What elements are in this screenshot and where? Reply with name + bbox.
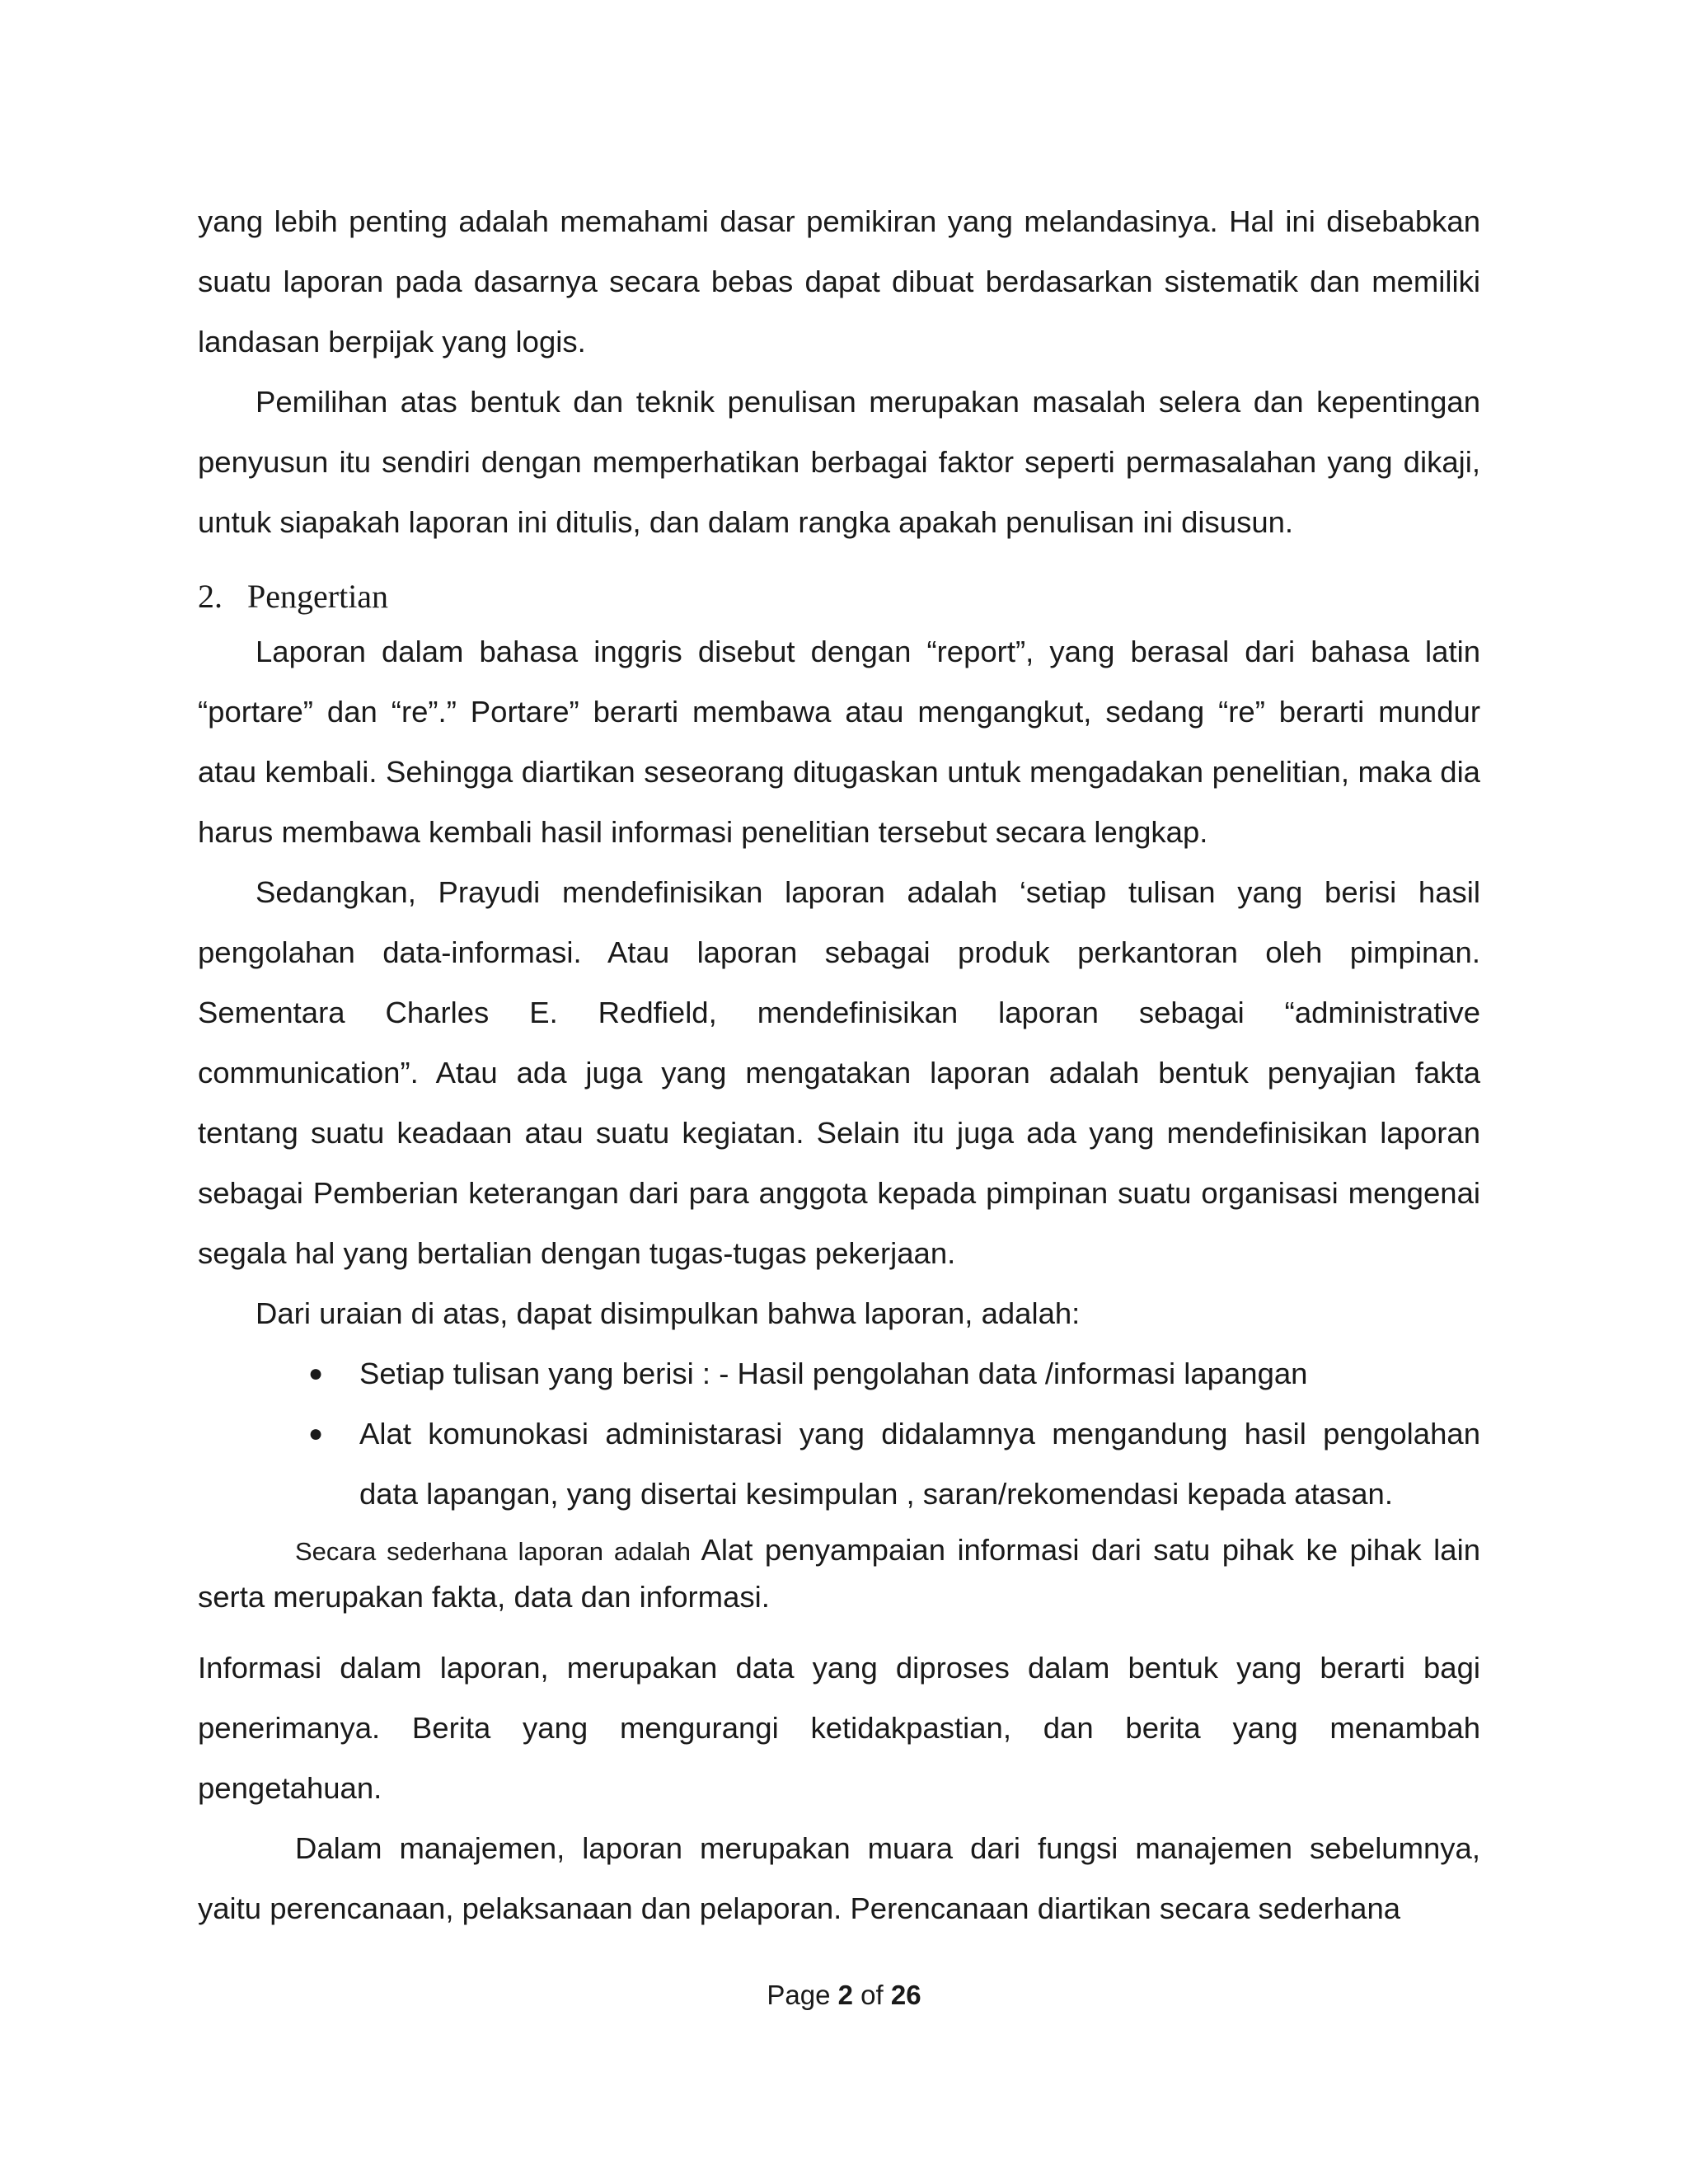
paragraph-small-lead: Secara sederhana laporan adalah: [295, 1537, 692, 1566]
paragraph-rest: Alat penyampaian informasi dari satu pihak ke pihak lain serta merupakan fakta, data dan informasi.: [198, 1533, 1480, 1614]
bullet-icon: ●: [308, 1420, 324, 1447]
paragraph-intro-continued: yang lebih penting adalah memahami dasar pemikiran yang melandasinya. Hal ini disebabkan suatu laporan pada dasarnya secara bebas dapat dibuat berdasarkan sistematik dan memiliki landasan berpijak yang logis.: [198, 204, 1480, 359]
paragraph-secara-sederhana: [198, 1527, 1480, 1619]
section-title: Pengertian: [247, 578, 389, 615]
paragraph-manajemen: Dalam manajemen, laporan merupakan muara dari fungsi manajemen sebelumnya, yaitu perencanaan, pelaksanaan dan pelaporan. Perencanaan diartikan secara sederhana: [198, 1831, 1480, 1925]
list-item-text: Alat komunokasi administarasi yang didalamnya mengandung hasil pengolahan data lapangan, yang disertai kesimpulan , saran/rekomendasi kepada atasan.: [359, 1417, 1480, 1511]
footer-total-pages: 26: [890, 1980, 921, 2010]
list-item: [308, 1404, 1480, 1524]
paragraph-laporan-definition: Laporan dalam bahasa inggris disebut dengan “report”, yang berasal dari bahasa latin “portare” dan “re”.” Portare” berarti membawa atau mengangkut, sedang “re” berarti mundur atau kembali. Sehingga diartikan seseorang ditugaskan untuk mengadakan penelitian, maka dia harus membawa kembali hasil informasi penelitian tersebut secara lengkap.: [198, 635, 1480, 849]
section-number: 2.: [198, 578, 223, 615]
bullet-icon: ●: [308, 1360, 324, 1387]
list-item: [308, 1343, 1480, 1404]
footer-current-page: 2: [837, 1980, 853, 2010]
paragraph-pemilihan: Pemilihan atas bentuk dan teknik penulisan merupakan masalah selera dan kepentingan penyusun itu sendiri dengan memperhatikan berbagai faktor seperti permasalahan yang dikaji, untuk siapakah laporan ini ditulis, dan dalam rangka apakah penulisan ini disusun.: [198, 385, 1480, 539]
footer-page-word: Page: [767, 1980, 831, 2010]
page-footer: [0, 1980, 1688, 2011]
paragraph-conclusion-intro: Dari uraian di atas, dapat disimpulkan bahwa laporan, adalah:: [256, 1296, 1081, 1330]
paragraph-prayudi: Sedangkan, Prayudi mendefinisikan laporan adalah ‘setiap tulisan yang berisi hasil pengolahan data-informasi. Atau laporan sebagai produk perkantoran oleh pimpinan. Sementara Charles E. Redfield, mendefinisikan laporan sebagai “administrative communication”. Atau ada juga yang mengatakan laporan adalah bentuk penyajian fakta tentang suatu keadaan atau suatu kegiatan. Selain itu juga ada yang mendefinisikan laporan sebagai Pemberian keterangan dari para anggota kepada pimpinan suatu organisasi mengenai segala hal yang bertalian dengan tugas-tugas pekerjaan.: [198, 875, 1480, 1270]
bullet-list: [198, 1343, 1480, 1524]
list-item-text: Setiap tulisan yang berisi : - Hasil pengolahan data /informasi lapangan: [359, 1357, 1308, 1390]
document-page: [198, 191, 1480, 1938]
paragraph-informasi: Informasi dalam laporan, merupakan data yang diproses dalam bentuk yang berarti bagi penerimanya. Berita yang mengurangi ketidakpastian, dan berita yang menambah pengetahuan.: [198, 1651, 1480, 1805]
section-heading: [198, 574, 1480, 620]
footer-of-word: of: [860, 1980, 884, 2010]
